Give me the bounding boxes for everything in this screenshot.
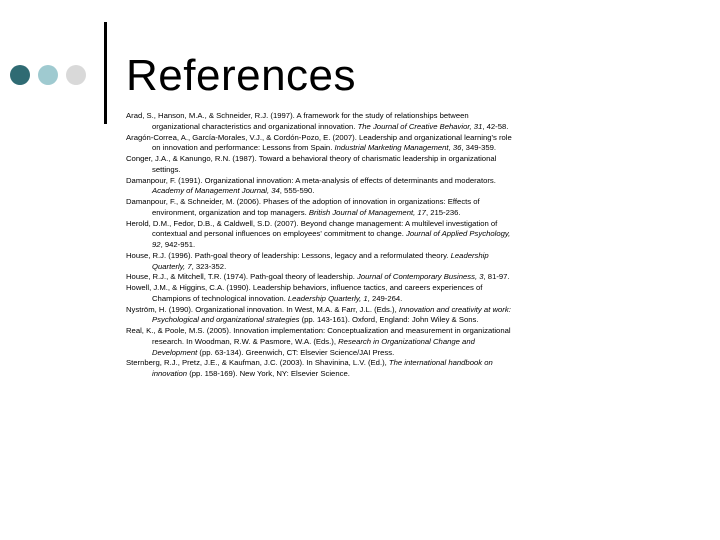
- reference-pages: , 349-359.: [461, 143, 497, 153]
- reference-source: Journal of Applied Psychology, 92: [152, 229, 511, 249]
- reference-source: British Journal of Management, 17: [308, 207, 426, 217]
- reference-source: The Journal of Creative Behavior, 31: [357, 121, 483, 131]
- reference-pages: (pp. 158-169). New York, NY: Elsevier Science.: [187, 369, 350, 378]
- reference-text: House, R.J., & Mitchell, T.R. (1974). Path-goal theory of leadership.: [126, 272, 358, 282]
- reference-pages: , 942-951.: [160, 240, 196, 249]
- reference-entry: [126, 283, 516, 305]
- reference-entry: [126, 154, 516, 176]
- reference-pages: , 249-264.: [367, 293, 403, 303]
- reference-entry: [126, 219, 516, 251]
- reference-pages: , 323-352.: [191, 261, 227, 271]
- reference-pages: , 42-58.: [482, 121, 509, 131]
- reference-text: House, R.J. (1996). Path-goal theory of leadership: Lessons, legacy and a reformulated theory.: [126, 250, 451, 260]
- decorative-dot-dark: [10, 65, 30, 85]
- reference-text: Damanpour, F., & Schneider, M. (2006). Phases of the adoption of innovation in organizations: Effects of environment, organization and top managers.: [126, 197, 480, 217]
- reference-text: Herold, D.M., Fedor, D.B., & Caldwell, S.D. (2007). Beyond change management: A multilevel investigation of contextual and personal influences on employees' commitment to change.: [126, 218, 498, 239]
- slide-title: References: [126, 51, 357, 100]
- reference-pages: , 81-97.: [483, 272, 510, 282]
- reference-source: Leadership Quarterly, 7: [152, 250, 489, 271]
- reference-text: Damanpour, F. (1991). Organizational innovation: A meta-analysis of effects of determinants and moderators.: [126, 175, 496, 185]
- reference-pages: (pp. 143-161). Oxford, England: John Wiley & Sons.: [299, 315, 479, 325]
- reference-entry: [126, 251, 516, 273]
- decorative-dot-gray: [66, 65, 86, 85]
- reference-list: [126, 111, 516, 380]
- reference-source: Research in Organizational Change and Development: [152, 336, 475, 357]
- reference-entry: [126, 197, 516, 219]
- reference-source: Journal of Contemporary Business, 3: [357, 272, 484, 282]
- reference-text: Real, K., & Poole, M.S. (2005). Innovation implementation: Conceptualization and measurement in organizational research. In Woodman, R.W. & Pasmore, W.A. (Eds.),: [126, 326, 511, 346]
- decorative-dot-light: [38, 65, 58, 85]
- reference-entry: [126, 176, 516, 198]
- reference-entry: [126, 305, 516, 327]
- reference-entry: [126, 272, 516, 283]
- reference-source: Industrial Marketing Management, 36: [334, 143, 462, 153]
- reference-pages: (pp. 63-134). Greenwich, CT: Elsevier Science/JAI Press.: [197, 347, 395, 357]
- reference-text: Sternberg, R.J., Pretz, J.E., & Kaufman, J.C. (2003). In Shavinina, L.V. (Ed.),: [126, 358, 389, 368]
- reference-entry: [126, 133, 516, 155]
- reference-source: Academy of Management Journal, 34: [152, 186, 280, 196]
- reference-text: Aragón-Correa, A., García-Morales, V.J., & Cordón-Pozo, E. (2007). Leadership and organizational learning's role on innovation and performance: Lessons from Spain.: [126, 132, 512, 153]
- title-divider-line: [104, 22, 107, 124]
- reference-text: Conger, J.A., & Kanungo, R.N. (1987). Toward a behavioral theory of charismatic leadership in organizational settings.: [126, 154, 497, 174]
- reference-source: Innovation and creativity at work: Psychological and organizational strategies: [152, 304, 511, 325]
- reference-text: Nyström, H. (1990). Organizational innovation. In West, M.A. & Farr, J.L. (Eds.),: [126, 304, 399, 314]
- reference-text: Howell, J.M., & Higgins, C.A. (1990). Leadership behaviors, influence tactics, and careers experiences of Champions of technological innovation.: [126, 283, 483, 303]
- reference-text: Arad, S., Hanson, M.A., & Schneider, R.J. (1997). A framework for the study of relationships between organizational characteristics and organizational innovation.: [126, 111, 469, 131]
- reference-entry: [126, 326, 516, 358]
- reference-source: The international handbook on innovation: [152, 358, 493, 378]
- reference-pages: , 555-590.: [279, 186, 315, 196]
- reference-pages: , 215-236.: [425, 207, 461, 217]
- reference-entry: [126, 358, 516, 380]
- reference-source: Leadership Quarterly, 1: [287, 293, 368, 303]
- reference-entry: [126, 111, 516, 133]
